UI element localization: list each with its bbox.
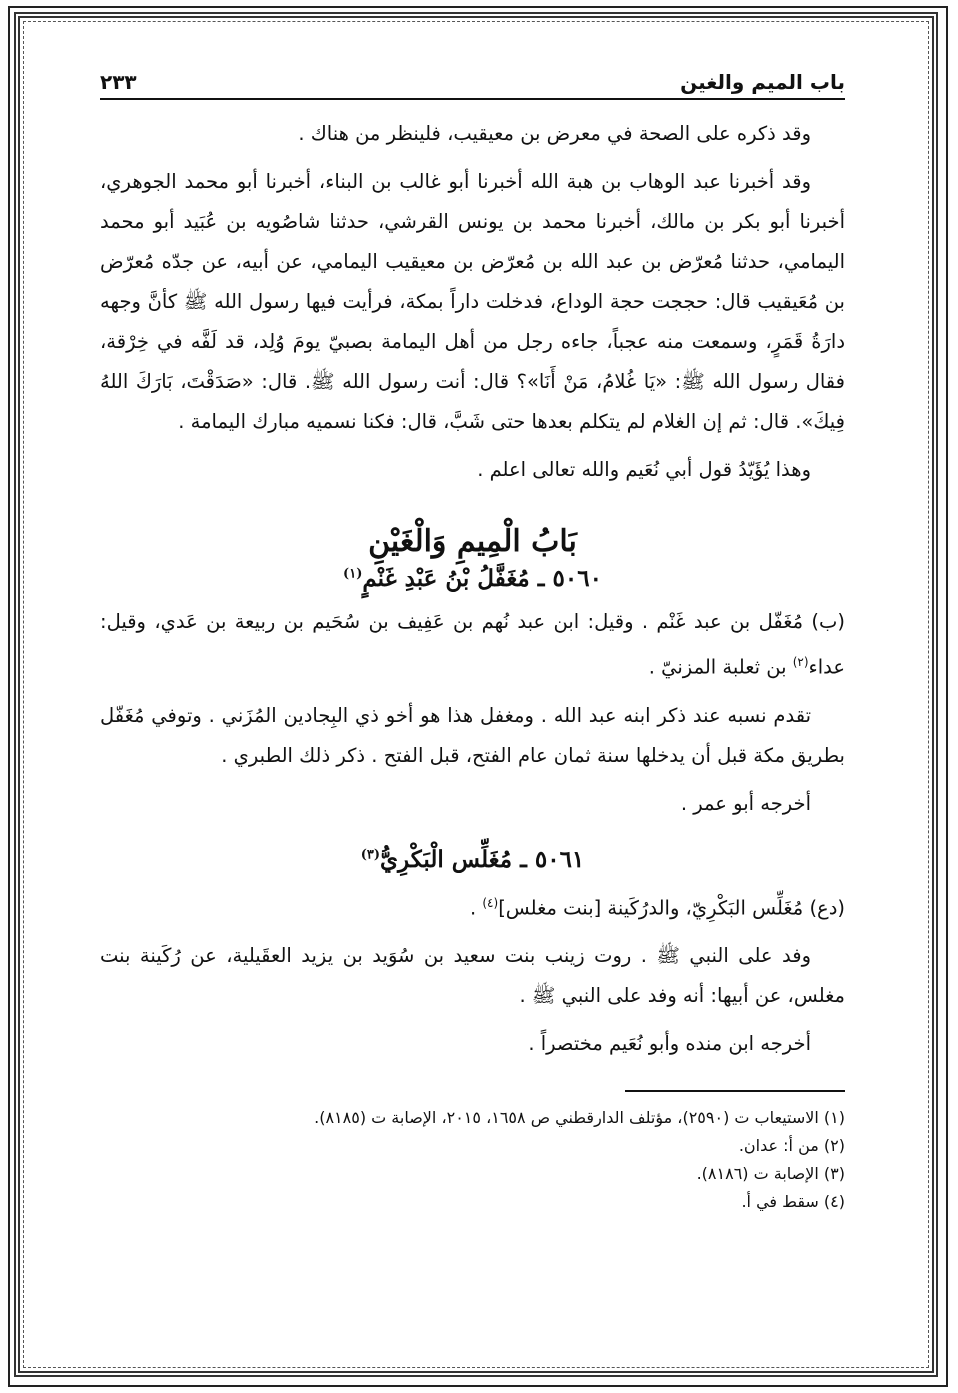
footnote-3: (٣) الإصابة ت (٨١٨٦). <box>696 1164 845 1183</box>
footnote-1: (١) الاستيعاب ت (٢٥٩٠)، مؤتلف الدارقطني ص ١٦٥٨، ٢٠١٥، الإصابة ت (٨١٨٥). <box>314 1108 845 1127</box>
footnote-ref: (١) <box>343 566 363 582</box>
footnote-4: (٤) سقط في أ. <box>741 1192 845 1211</box>
entry-5061-text-a: (دع) مُغَلِّس البَكْرِيّ، والدرُكَينة [بنت مغلس] <box>498 896 845 919</box>
entry-5061-text-b: . <box>469 896 483 919</box>
footnote-ref: (٤) <box>482 895 499 910</box>
entry-5061-paragraph-1 <box>100 883 845 929</box>
footnote-2: (٢) من أ: عدان. <box>738 1136 845 1155</box>
footnote-ref: (٢) <box>792 655 809 669</box>
entry-5060-paragraph-1 <box>100 602 845 688</box>
entry-5060-paragraph-3: أخرجه أبو عمر . <box>680 791 811 815</box>
page-content <box>100 70 845 1216</box>
running-header <box>100 70 845 100</box>
paragraph-intro: وقد ذكره على الصحة في معرض بن معيقيب، فلينظر من هناك . <box>298 122 811 145</box>
footnote-ref: (٣) <box>360 846 380 862</box>
entry-5061-paragraph-3: أخرجه ابن منده وأبو نُعَيم مختصراً . <box>528 1032 811 1055</box>
chapter-title: بَابُ الْمِيمِ وَالْغَيْنِ <box>368 524 577 559</box>
page-number: ٢٣٣ <box>100 70 137 94</box>
entry-heading-text: ٥٠٦٠ ـ مُغَفَّلُ بْنُ عَبْدِ غَنْمٍ <box>362 565 602 592</box>
footnotes <box>100 1104 845 1216</box>
entry-5060-text-b: بن ثعلبة المزنيّ . <box>648 655 793 679</box>
paragraph-conclusion: وهذا يُؤَيّدُ قول أبي نُعَيم والله تعالى اعلم . <box>477 458 811 481</box>
entry-heading-5061 <box>100 846 845 873</box>
entry-heading-text: ٥٠٦١ ـ مُغَلِّس الْبَكْرِيُّ <box>380 845 585 873</box>
entry-heading-5060 <box>100 565 845 592</box>
entry-5060-text-a: (ب) مُغَفّل بن عبد غَنْم . وقيل: ابن عبد نُهم بن عَفِيف بن سُحَيم بن ربيعة بن عَدي، وقيل: عداء <box>100 610 845 679</box>
entry-5061-paragraph-2: وفد على النبي ﷺ . روت زينب بنت سعيد بن سُوَيد بن يزيد العقَيلية، عن رُكَينة بنت مغلس، عن أبيها: أنه وفد على النبي ﷺ . <box>100 944 845 1007</box>
footnote-separator <box>625 1090 845 1092</box>
entry-5060-paragraph-2: تقدم نسبه عند ذكر ابنه عبد الله . ومغفل هذا هو أخو ذي البِجادين المُزَني . وتوفي مُغَفّل بطريق مكة قبل أن يدخلها سنة ثمان عام الفتح، قبل الفتح . ذكر ذلك الطبري . <box>100 703 845 767</box>
running-header-title: باب الميم والغين <box>680 70 845 94</box>
paragraph-hadith: وقد أخبرنا عبد الوهاب بن هبة الله أخبرنا أبو غالب بن البناء، أخبرنا أبو محمد الجوهري، أخبرنا أبو بكر بن مالك، أخبرنا محمد بن يونس القرشي، حدثنا شاصُويه بن عُبَيد أبو محمد اليمامي، حدثنا مُعرّض بن عبد الله بن مُعرّض بن معيقيب اليمامي، عن أبيه، عن جدّه مُعرّض بن مُعَيقيب قال: حججت حجة الوداع، فدخلت داراً بمكة، فرأيت فيها رسول الله ﷺ كأنَّ وجهه دارَةُ قَمَرٍ، وسمعت منه عجباً، جاءه رجل من أهل اليمامة بصبيّ يومَ وُلِد، قد لَفَّه في خِرْقة، فقال رسول الله ﷺ: «يَا غُلامُ، مَنْ أَنَا»؟ قال: أنت رسول الله ﷺ. قال: «صَدَقْتَ، بَارَكَ اللهُ فِيكَ». قال: ثم إن الغلام لم يتكلم بعدها حتى شَبَّ، قال: فكنا نسميه مبارك اليمامة . <box>100 170 845 433</box>
